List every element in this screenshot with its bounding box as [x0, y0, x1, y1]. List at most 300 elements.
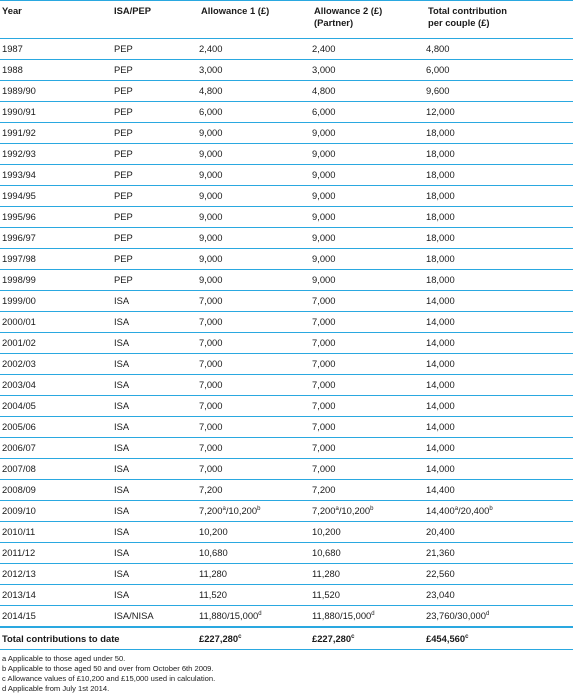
- year-cell-value: 2014/15: [2, 610, 36, 621]
- table-row: [0, 270, 573, 291]
- totals-allowance-2: [312, 627, 426, 650]
- year-cell: [0, 165, 114, 186]
- totals-couple-value: £454,560: [426, 633, 466, 644]
- header-allowance-1: Allowance 1 (£): [199, 0, 312, 39]
- allowance-2-cell: [312, 354, 426, 375]
- total-cell: [426, 564, 573, 585]
- table-row: [0, 606, 573, 628]
- total-cell-value: 20,400: [426, 526, 455, 537]
- total-cell: [426, 354, 573, 375]
- footnote-a: a Applicable to those aged under 50.: [2, 654, 126, 663]
- table-row: [0, 102, 573, 123]
- allowance-2-cell: [312, 60, 426, 81]
- table-row: [0, 123, 573, 144]
- totals-label: Total contributions to date: [0, 627, 199, 650]
- allowance-2-cell: [312, 522, 426, 543]
- table-row: [0, 60, 573, 81]
- allowance-2-cell: [312, 249, 426, 270]
- allowance-1-cell: [199, 522, 312, 543]
- type-cell: [114, 480, 199, 501]
- total-cell-value: 14,000: [426, 463, 455, 474]
- total-cell-value: 18,000: [426, 211, 455, 222]
- allowance-2-cell-value: 7,200: [312, 505, 336, 516]
- allowance-1-cell: [199, 207, 312, 228]
- total-cell-value: 18,000: [426, 127, 455, 138]
- allowance-1-cell: [199, 81, 312, 102]
- year-cell: [0, 501, 114, 522]
- year-cell-value: 2010/11: [2, 526, 36, 537]
- allowance-2-cell: [312, 102, 426, 123]
- totals-couple-note: c: [465, 633, 469, 640]
- table-row: [0, 459, 573, 480]
- table-row: [0, 543, 573, 564]
- type-cell-value: ISA: [114, 484, 130, 495]
- allowance-1-cell: [199, 165, 312, 186]
- year-cell: [0, 375, 114, 396]
- type-cell: [114, 270, 199, 291]
- allowance-2-cell-value: 10,680: [312, 547, 341, 558]
- allowance-2-cell-value: 7,000: [312, 337, 336, 348]
- total-cell-value: 14,000: [426, 337, 455, 348]
- total-cell: [426, 396, 573, 417]
- total-cell-value: 18,000: [426, 253, 455, 264]
- year-cell-value: 1992/93: [2, 148, 36, 159]
- allowance-1-cell: [199, 543, 312, 564]
- year-cell-value: 2006/07: [2, 442, 36, 453]
- type-cell: [114, 291, 199, 312]
- type-cell-value: PEP: [114, 43, 133, 54]
- table-row: [0, 39, 573, 60]
- year-cell: [0, 270, 114, 291]
- allowance-2-cell-value: 9,000: [312, 169, 336, 180]
- allowance-1-cell: [199, 417, 312, 438]
- allowance-1-cell-value: /10,200: [225, 505, 258, 516]
- type-cell: [114, 396, 199, 417]
- allowance-1-cell-value: 10,680: [199, 547, 228, 558]
- allowance-1-cell-note: d: [258, 610, 262, 617]
- allowance-1-cell-value: 11,520: [199, 589, 227, 600]
- year-cell: [0, 333, 114, 354]
- allowance-1-cell-value: 11,280: [199, 568, 227, 579]
- table-row: [0, 564, 573, 585]
- allowance-1-cell-value: 9,000: [199, 190, 223, 201]
- header-type: ISA/PEP: [114, 0, 199, 39]
- totals-allowance-2-value: £227,280: [312, 633, 352, 644]
- table-row: [0, 249, 573, 270]
- type-cell-value: ISA: [114, 463, 130, 474]
- allowance-2-cell-value: 2,400: [312, 43, 336, 54]
- total-cell: [426, 480, 573, 501]
- total-cell: [426, 333, 573, 354]
- header-allowance-2-line2: (Partner): [314, 17, 354, 28]
- allowance-2-cell-value: 7,000: [312, 295, 336, 306]
- type-cell: [114, 165, 199, 186]
- allowance-1-cell-value: 9,000: [199, 253, 223, 264]
- allowance-2-cell: [312, 417, 426, 438]
- year-cell: [0, 522, 114, 543]
- allowance-1-cell: [199, 501, 312, 522]
- total-cell: [426, 585, 573, 606]
- total-cell-note: a: [454, 505, 459, 512]
- type-cell: [114, 585, 199, 606]
- total-cell-value: 23,040: [426, 589, 455, 600]
- total-cell-value: 18,000: [426, 169, 455, 180]
- allowance-1-cell-value: 2,400: [199, 43, 223, 54]
- type-cell: [114, 543, 199, 564]
- total-cell-value: 9,600: [426, 85, 450, 96]
- allowance-2-cell-value: 6,000: [312, 106, 336, 117]
- year-cell: [0, 312, 114, 333]
- year-cell-value: 1987: [2, 43, 23, 54]
- year-cell-value: 2009/10: [2, 505, 36, 516]
- year-cell-value: 1997/98: [2, 253, 36, 264]
- total-cell: [426, 39, 573, 60]
- allowance-1-cell: [199, 396, 312, 417]
- allowance-2-cell-value: 10,200: [312, 526, 341, 537]
- allowance-2-cell-value: 7,000: [312, 463, 336, 474]
- total-cell-value: 18,000: [426, 232, 455, 243]
- total-cell: [426, 123, 573, 144]
- allowance-1-cell-value: 10,200: [199, 526, 228, 537]
- type-cell: [114, 102, 199, 123]
- total-cell: [426, 606, 573, 628]
- year-cell: [0, 564, 114, 585]
- allowance-1-cell: [199, 564, 312, 585]
- total-cell-value: 14,000: [426, 421, 455, 432]
- year-cell: [0, 60, 114, 81]
- type-cell: [114, 606, 199, 628]
- allowance-1-cell: [199, 333, 312, 354]
- year-cell-value: 1990/91: [2, 106, 36, 117]
- type-cell-value: ISA/NISA: [114, 610, 154, 621]
- allowance-1-cell-value: 7,000: [199, 400, 223, 411]
- allowance-2-cell: [312, 585, 426, 606]
- table-row: [0, 207, 573, 228]
- table-row: [0, 228, 573, 249]
- allowance-2-cell-value: 11,280: [312, 568, 340, 579]
- allowance-1-cell-value: 9,000: [199, 274, 223, 285]
- allowance-2-cell: [312, 438, 426, 459]
- allowance-1-cell: [199, 375, 312, 396]
- year-cell: [0, 606, 114, 628]
- total-cell-note: b: [489, 505, 493, 512]
- total-cell-value: 23,760/30,000: [426, 610, 486, 621]
- allowance-1-cell: [199, 585, 312, 606]
- total-cell-value: 12,000: [426, 106, 455, 117]
- totals-allowance-1-value: £227,280: [199, 633, 239, 644]
- year-cell: [0, 144, 114, 165]
- total-cell-value: 14,000: [426, 400, 455, 411]
- total-cell-note: d: [485, 610, 490, 617]
- total-cell-value: 18,000: [426, 274, 455, 285]
- type-cell-value: ISA: [114, 379, 130, 390]
- year-cell: [0, 396, 114, 417]
- total-cell: [426, 459, 573, 480]
- type-cell: [114, 522, 199, 543]
- type-cell-value: PEP: [114, 85, 133, 96]
- allowance-2-cell-value: 9,000: [312, 253, 336, 264]
- totals-allowance-2-note: c: [351, 633, 355, 640]
- year-cell-value: 2012/13: [2, 568, 36, 579]
- year-cell: [0, 186, 114, 207]
- year-cell-value: 1999/00: [2, 295, 36, 306]
- table-body: [0, 39, 573, 628]
- type-cell-value: ISA: [114, 316, 130, 327]
- allowance-2-cell: [312, 228, 426, 249]
- allowance-1-cell-value: 9,000: [199, 148, 223, 159]
- total-cell: [426, 417, 573, 438]
- total-cell: [426, 81, 573, 102]
- allowance-2-cell-value: 9,000: [312, 148, 336, 159]
- footnote-c: c Allowance values of £10,200 and £15,000 used in calculation.: [2, 674, 216, 683]
- allowance-1-cell: [199, 606, 312, 628]
- allowance-2-cell: [312, 375, 426, 396]
- type-cell: [114, 81, 199, 102]
- header-year: Year: [0, 0, 114, 39]
- allowance-1-cell: [199, 270, 312, 291]
- table-row: [0, 480, 573, 501]
- header-total-line2: per couple (£): [428, 17, 490, 28]
- header-allowance-2: [312, 0, 426, 39]
- table-row: [0, 375, 573, 396]
- type-cell-value: ISA: [114, 547, 130, 558]
- type-cell: [114, 123, 199, 144]
- type-cell-value: ISA: [114, 442, 130, 453]
- allowance-2-cell-value: 9,000: [312, 274, 336, 285]
- total-cell: [426, 102, 573, 123]
- total-cell: [426, 60, 573, 81]
- allowance-1-cell-note: b: [257, 505, 261, 512]
- year-cell-value: 1988: [2, 64, 23, 75]
- total-cell: [426, 270, 573, 291]
- total-cell-value: 14,000: [426, 295, 455, 306]
- type-cell: [114, 144, 199, 165]
- year-cell: [0, 438, 114, 459]
- allowance-2-cell-value: 7,000: [312, 442, 336, 453]
- year-cell-value: 2008/09: [2, 484, 36, 495]
- allowance-1-cell: [199, 291, 312, 312]
- year-cell-value: 2007/08: [2, 463, 36, 474]
- totals-row: [0, 627, 573, 650]
- allowance-2-cell-value: 11,880/15,000: [312, 610, 372, 621]
- type-cell-value: ISA: [114, 526, 130, 537]
- type-cell: [114, 438, 199, 459]
- type-cell: [114, 60, 199, 81]
- allowance-1-cell-value: 7,000: [199, 379, 223, 390]
- allowance-2-cell-note: a: [335, 505, 339, 512]
- total-cell: [426, 438, 573, 459]
- allowance-1-cell: [199, 39, 312, 60]
- allowance-2-cell: [312, 186, 426, 207]
- year-cell-value: 2005/06: [2, 421, 36, 432]
- allowance-1-cell: [199, 102, 312, 123]
- year-cell: [0, 102, 114, 123]
- allowance-1-cell-value: 9,000: [199, 211, 223, 222]
- allowance-1-cell-value: 7,000: [199, 421, 223, 432]
- type-cell: [114, 186, 199, 207]
- year-cell: [0, 123, 114, 144]
- allowance-2-cell: [312, 270, 426, 291]
- allowance-1-cell-value: 9,000: [199, 127, 223, 138]
- allowance-1-cell: [199, 144, 312, 165]
- allowance-2-cell-value: 11,520: [312, 589, 340, 600]
- allowance-2-cell-value: 7,200: [312, 484, 336, 495]
- allowance-2-cell: [312, 333, 426, 354]
- allowance-2-cell-value: 9,000: [312, 127, 336, 138]
- type-cell-value: PEP: [114, 232, 133, 243]
- type-cell: [114, 501, 199, 522]
- allowance-1-cell: [199, 480, 312, 501]
- table-row: [0, 438, 573, 459]
- allowance-2-cell: [312, 459, 426, 480]
- header-allowance-2-line1: Allowance 2 (£): [314, 5, 383, 16]
- allowance-1-cell: [199, 354, 312, 375]
- type-cell-value: PEP: [114, 211, 133, 222]
- type-cell-value: ISA: [114, 358, 130, 369]
- header-total: [426, 0, 573, 39]
- allowance-1-cell-value: 11,880/15,000: [199, 610, 259, 621]
- allowance-2-cell: [312, 144, 426, 165]
- type-cell: [114, 417, 199, 438]
- allowance-1-cell: [199, 228, 312, 249]
- table-row: [0, 354, 573, 375]
- year-cell-value: 1995/96: [2, 211, 36, 222]
- footnote-b: b Applicable to those aged 50 and over from October 6th 2009.: [2, 664, 214, 673]
- type-cell-value: PEP: [114, 106, 133, 117]
- total-cell-value: 14,400: [426, 484, 455, 495]
- year-cell: [0, 543, 114, 564]
- allowance-1-cell: [199, 459, 312, 480]
- year-cell-value: 2000/01: [2, 316, 36, 327]
- year-cell: [0, 228, 114, 249]
- type-cell-value: ISA: [114, 337, 130, 348]
- year-cell: [0, 81, 114, 102]
- total-cell: [426, 228, 573, 249]
- year-cell-value: 1998/99: [2, 274, 36, 285]
- allowance-1-cell: [199, 186, 312, 207]
- allowance-2-cell-value: 7,000: [312, 358, 336, 369]
- table-row: [0, 417, 573, 438]
- total-cell: [426, 522, 573, 543]
- total-cell-value: 18,000: [426, 190, 455, 201]
- total-cell-value: 6,000: [426, 64, 450, 75]
- total-cell-value: 4,800: [426, 43, 450, 54]
- allowance-2-cell: [312, 312, 426, 333]
- year-cell-value: 2001/02: [2, 337, 36, 348]
- year-cell: [0, 207, 114, 228]
- allowance-1-cell: [199, 60, 312, 81]
- allowance-2-cell: [312, 165, 426, 186]
- year-cell: [0, 585, 114, 606]
- allowance-2-cell-value: 7,000: [312, 400, 336, 411]
- type-cell-value: ISA: [114, 400, 130, 411]
- allowance-2-cell-value: 3,000: [312, 64, 336, 75]
- allowance-2-cell-value: 9,000: [312, 190, 336, 201]
- allowance-1-cell-value: 4,800: [199, 85, 223, 96]
- type-cell-value: PEP: [114, 64, 133, 75]
- year-cell: [0, 291, 114, 312]
- total-cell-value: 14,000: [426, 358, 455, 369]
- year-cell: [0, 354, 114, 375]
- allowance-1-cell-value: 7,000: [199, 337, 223, 348]
- header-total-line1: Total contribution: [428, 5, 507, 16]
- allowance-1-cell-value: 7,200: [199, 484, 223, 495]
- type-cell: [114, 375, 199, 396]
- allowance-1-cell: [199, 312, 312, 333]
- allowance-2-cell: [312, 480, 426, 501]
- table-row: [0, 396, 573, 417]
- year-cell-value: 1996/97: [2, 232, 36, 243]
- allowance-1-cell-value: 9,000: [199, 169, 223, 180]
- allowance-1-cell-note: a: [222, 505, 226, 512]
- table-row: [0, 501, 573, 522]
- allowance-2-cell: [312, 291, 426, 312]
- allowance-2-cell: [312, 606, 426, 628]
- total-cell: [426, 207, 573, 228]
- year-cell-value: 2004/05: [2, 400, 36, 411]
- total-cell-value: 18,000: [426, 148, 455, 159]
- total-cell: [426, 165, 573, 186]
- allowance-2-cell-value: 9,000: [312, 211, 336, 222]
- total-cell-value: 22,560: [426, 568, 455, 579]
- total-cell: [426, 249, 573, 270]
- type-cell: [114, 39, 199, 60]
- type-cell: [114, 249, 199, 270]
- type-cell-value: PEP: [114, 190, 133, 201]
- allowance-2-cell: [312, 39, 426, 60]
- year-cell: [0, 459, 114, 480]
- type-cell-value: ISA: [114, 568, 130, 579]
- type-cell: [114, 564, 199, 585]
- totals-allowance-1: [199, 627, 312, 650]
- allowance-1-cell-value: 9,000: [199, 232, 223, 243]
- allowance-2-cell-value: 7,000: [312, 421, 336, 432]
- total-cell-value: 21,360: [426, 547, 455, 558]
- year-cell-value: 1994/95: [2, 190, 36, 201]
- total-cell-value: 14,000: [426, 379, 455, 390]
- allowance-2-cell: [312, 207, 426, 228]
- year-cell: [0, 417, 114, 438]
- allowance-1-cell-value: 7,000: [199, 358, 223, 369]
- totals-couple: [426, 627, 573, 650]
- type-cell: [114, 312, 199, 333]
- allowance-2-cell: [312, 123, 426, 144]
- allowance-2-cell: [312, 396, 426, 417]
- type-cell: [114, 354, 199, 375]
- total-cell: [426, 501, 573, 522]
- type-cell-value: PEP: [114, 169, 133, 180]
- footnote-d: d Applicable from July 1st 2014.: [2, 684, 110, 693]
- total-cell: [426, 312, 573, 333]
- type-cell-value: PEP: [114, 274, 133, 285]
- table-header-row: [0, 0, 573, 39]
- allowance-1-cell-value: 7,000: [199, 463, 223, 474]
- type-cell: [114, 333, 199, 354]
- year-cell-value: 2011/12: [2, 547, 36, 558]
- allowance-2-cell-note: d: [371, 610, 375, 617]
- table-row: [0, 291, 573, 312]
- allowance-2-cell: [312, 564, 426, 585]
- allowance-2-cell: [312, 543, 426, 564]
- totals-allowance-1-note: c: [238, 633, 242, 640]
- allowance-1-cell-value: 3,000: [199, 64, 223, 75]
- type-cell: [114, 228, 199, 249]
- table-row: [0, 165, 573, 186]
- allowance-2-cell-value: /10,200: [338, 505, 371, 516]
- total-cell-value: 14,000: [426, 316, 455, 327]
- footnotes: [2, 654, 215, 694]
- allowance-2-cell-note: b: [370, 505, 374, 512]
